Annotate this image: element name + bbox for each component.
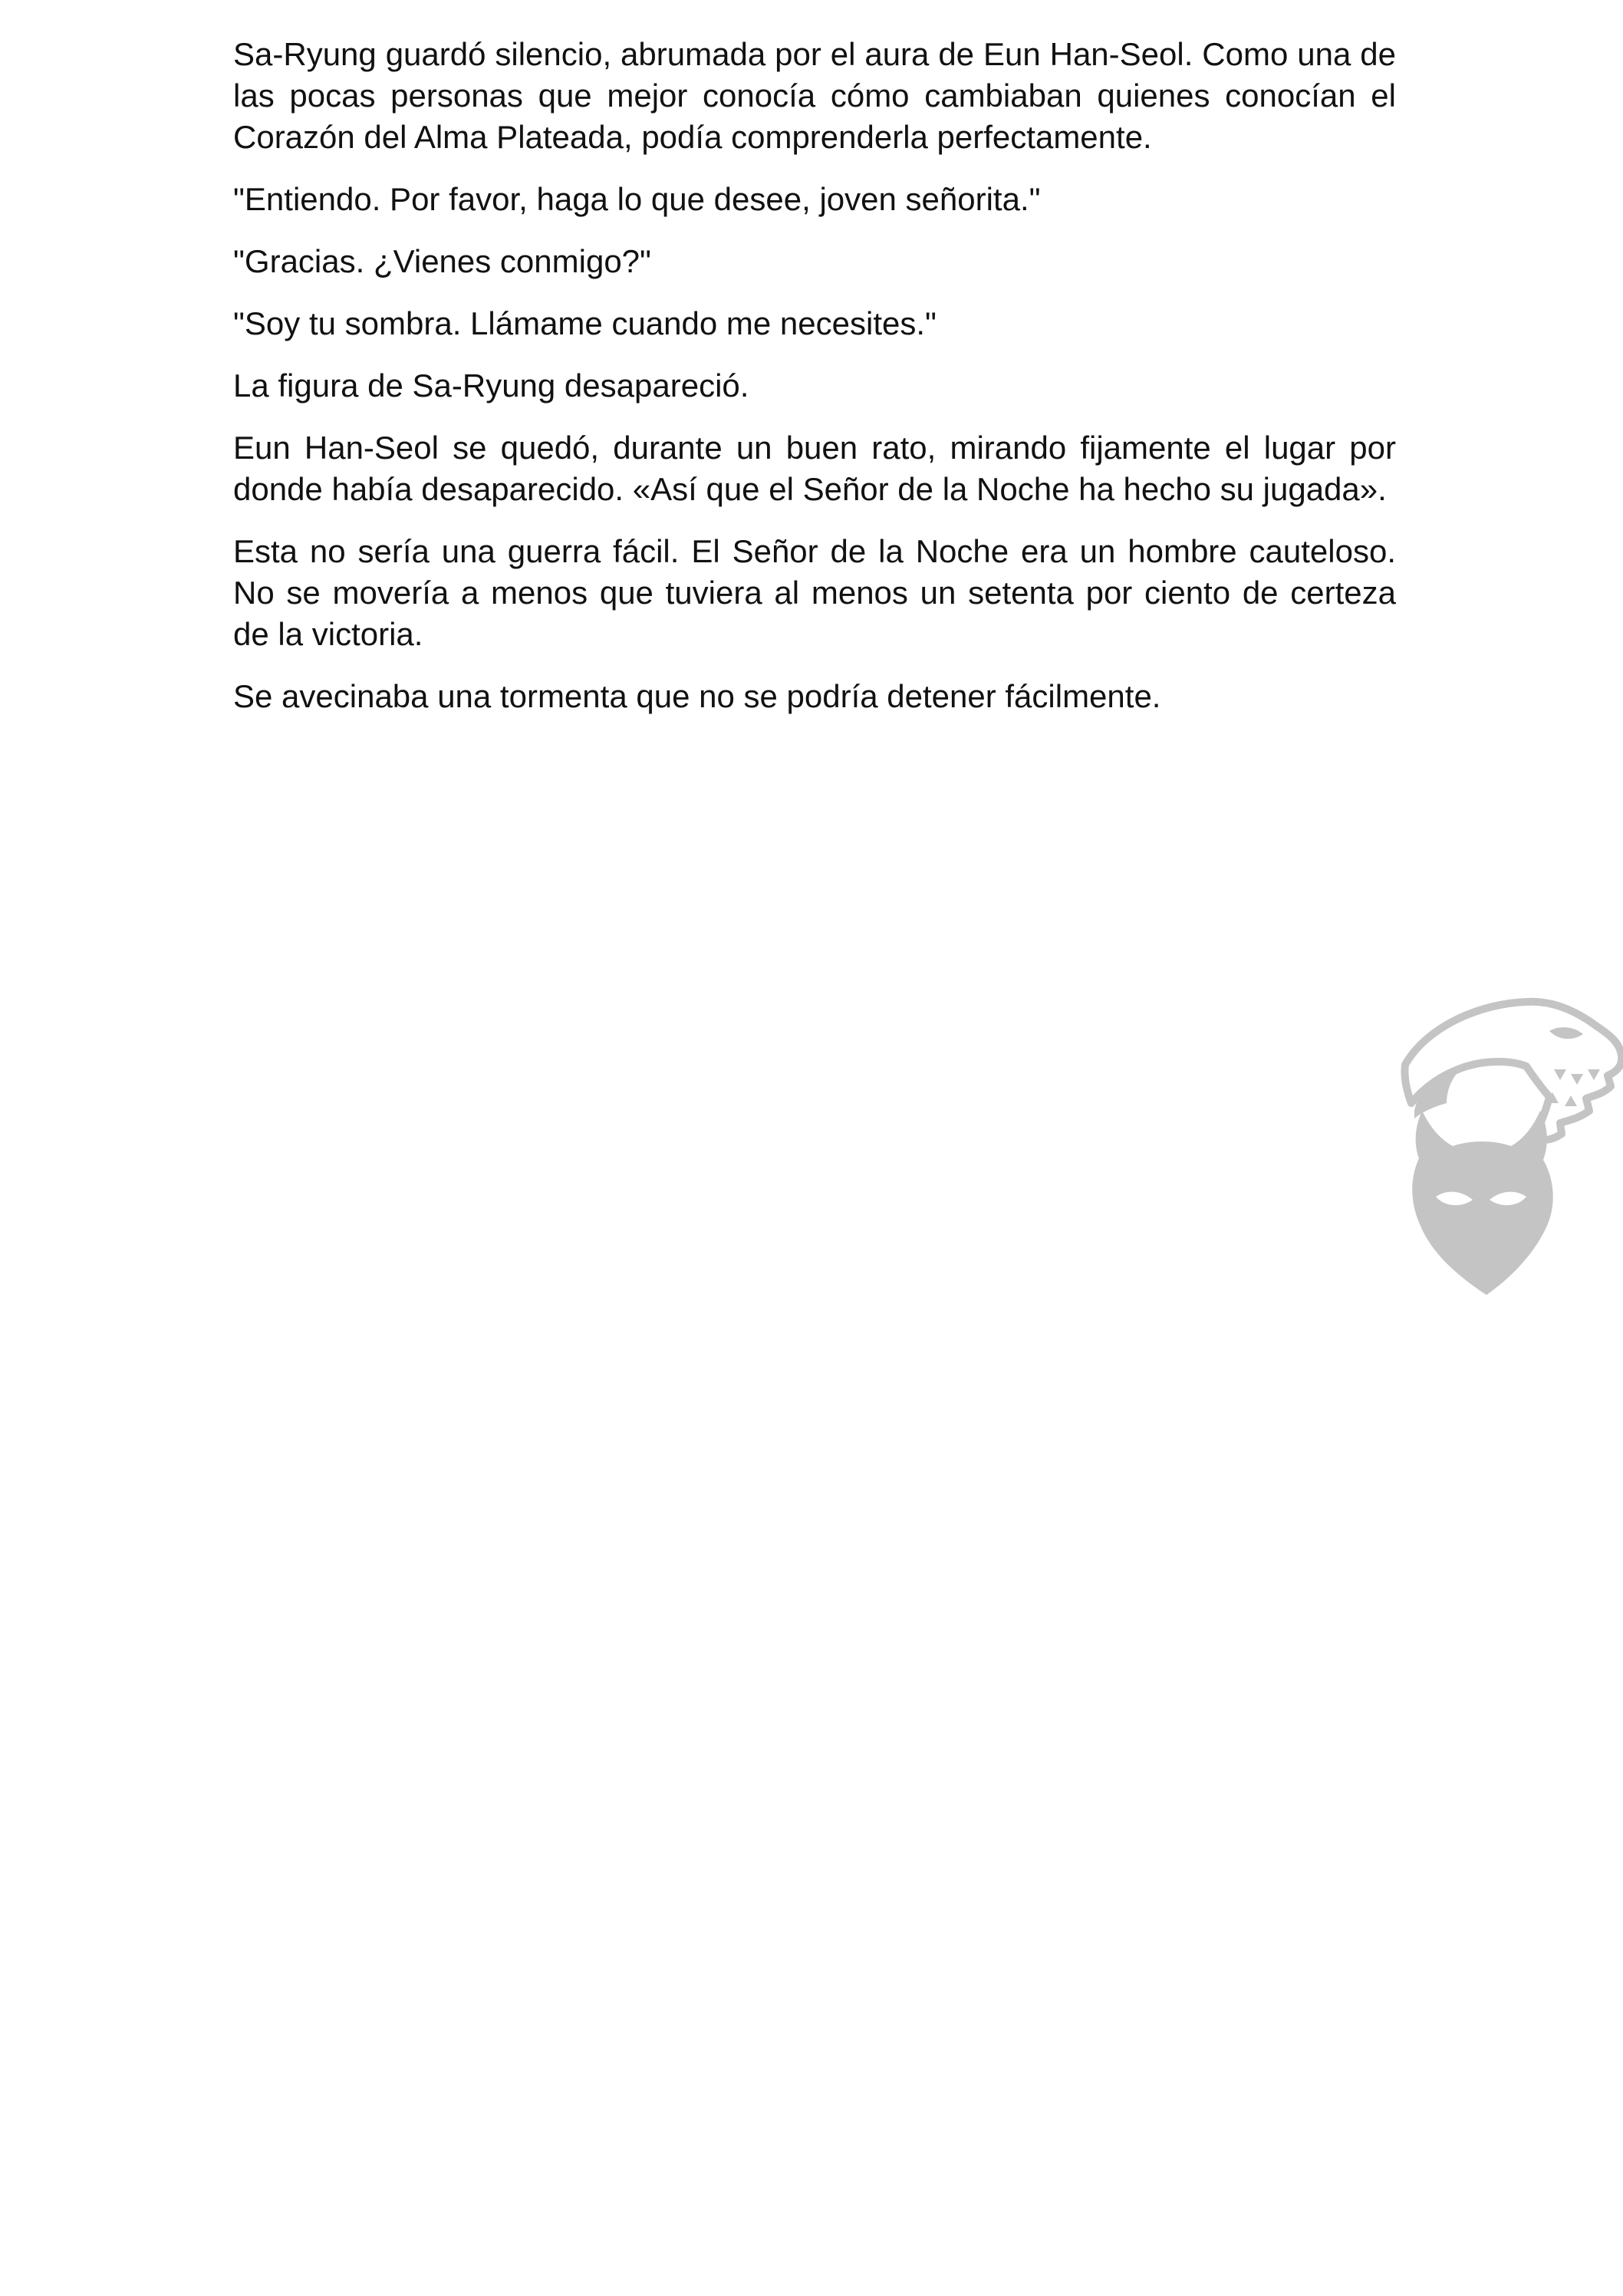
dinosaur-devil-logo-icon	[1396, 996, 1623, 1296]
paragraph: "Soy tu sombra. Llámame cuando me necesites."	[233, 305, 937, 341]
paragraph: Sa-Ryung guardó silencio, abrumada por el aura de Eun Han-Seol. Como una de las pocas personas que mejor conocía cómo cambiaban quienes conocían el Corazón del Alma Plateada, podía comprenderla perfectamente.	[233, 36, 1396, 155]
paragraph: La figura de Sa-Ryung desapareció.	[233, 367, 749, 404]
paragraph: "Gracias. ¿Vienes conmigo?"	[233, 243, 651, 279]
paragraph: Esta no sería una guerra fácil. El Señor de la Noche era un hombre cauteloso. No se movería a menos que tuviera al menos un setenta por ciento de certeza de la victoria.	[233, 533, 1396, 652]
paragraph: "Entiendo. Por favor, haga lo que desee, joven señorita."	[233, 181, 1041, 217]
paragraph: Eun Han-Seol se quedó, durante un buen rato, mirando fijamente el lugar por donde había desaparecido. «Así que el Señor de la Noche ha hecho su jugada».	[233, 430, 1396, 507]
paragraph: Se avecinaba una tormenta que no se podría detener fácilmente.	[233, 678, 1161, 714]
document-body	[233, 34, 1396, 738]
